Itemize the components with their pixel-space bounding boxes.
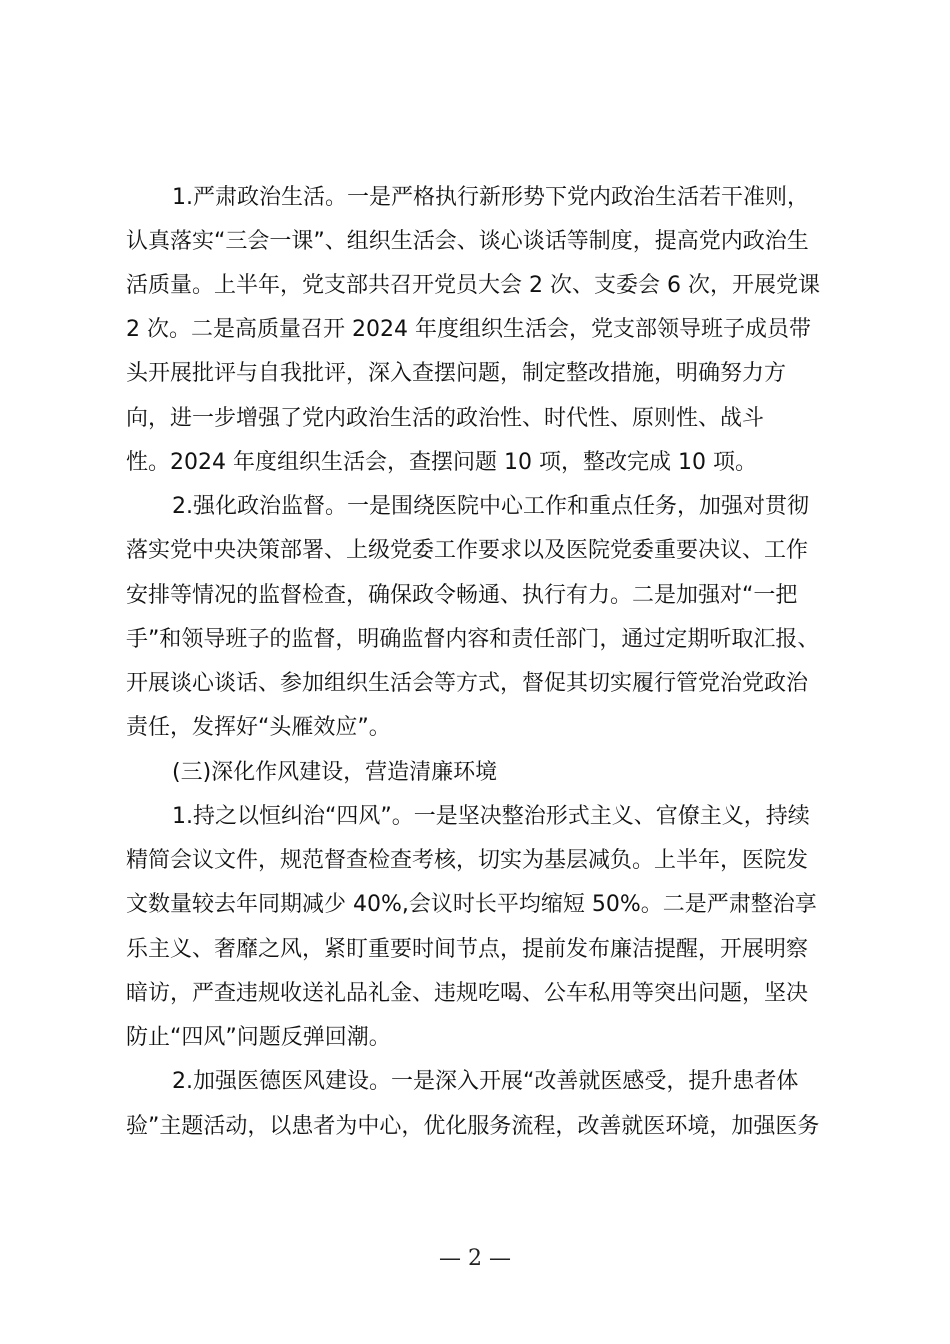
text-line: 2.强化政治监督。一是围绕医院中心工作和重点任务，加强对贯彻	[172, 494, 809, 519]
text-line: 1.严肃政治生活。一是严格执行新形势下党内政治生活若干准则，	[172, 185, 809, 210]
section-heading: (三)深化作风建设，营造清廉环境	[172, 760, 498, 785]
text-line: 认真落实“三会一课”、组织生活会、谈心谈话等制度，提高党内政治生	[126, 229, 809, 254]
text-line: 精简会议文件，规范督查检查考核，切实为基层减负。上半年，医院发	[126, 848, 809, 873]
text-line: 防止“四风”问题反弹回潮。	[126, 1025, 391, 1050]
text-line: 乐主义、奢靡之风，紧盯重要时间节点，提前发布廉洁提醒，开展明察	[126, 937, 809, 962]
text-line: 验”主题活动，以患者为中心，优化服务流程，改善就医环境，加强医务	[126, 1114, 820, 1139]
text-line: 落实党中央决策部署、上级党委工作要求以及医院党委重要决议、工作	[126, 538, 809, 563]
text-line: 责任，发挥好“头雁效应”。	[126, 715, 391, 740]
page-number: — 2 —	[439, 1246, 511, 1271]
text-line: 文数量较去年同期减少 40%,会议时长平均缩短 50%。二是严肃整治享	[126, 892, 817, 917]
text-line: 2.加强医德医风建设。一是深入开展“改善就医感受，提升患者体	[172, 1069, 799, 1094]
text-line: 安排等情况的监督检查，确保政令畅通、执行有力。二是加强对“一把	[126, 583, 798, 608]
text-line: 1.持之以恒纠治“四风”。一是坚决整治形式主义、官僚主义，持续	[172, 804, 810, 829]
text-line: 开展谈心谈话、参加组织生活会等方式，督促其切实履行管党治党政治	[126, 671, 809, 696]
text-line: 活质量。上半年，党支部共召开党员大会 2 次、支委会 6 次，开展党课	[126, 273, 820, 298]
text-line: 性。2024 年度组织生活会，查摆问题 10 项，整改完成 10 项。	[126, 450, 757, 475]
text-line: 暗访，严查违规收送礼品礼金、违规吃喝、公车私用等突出问题，坚决	[126, 981, 809, 1006]
text-line: 2 次。二是高质量召开 2024 年度组织生活会，党支部领导班子成员带	[126, 317, 811, 342]
text-line: 头开展批评与自我批评，深入查摆问题，制定整改措施，明确努力方	[126, 361, 787, 386]
text-line: 手”和领导班子的监督，明确监督内容和责任部门，通过定期听取汇报、	[126, 627, 820, 652]
text-line: 向，进一步增强了党内政治生活的政治性、时代性、原则性、战斗	[126, 406, 765, 431]
